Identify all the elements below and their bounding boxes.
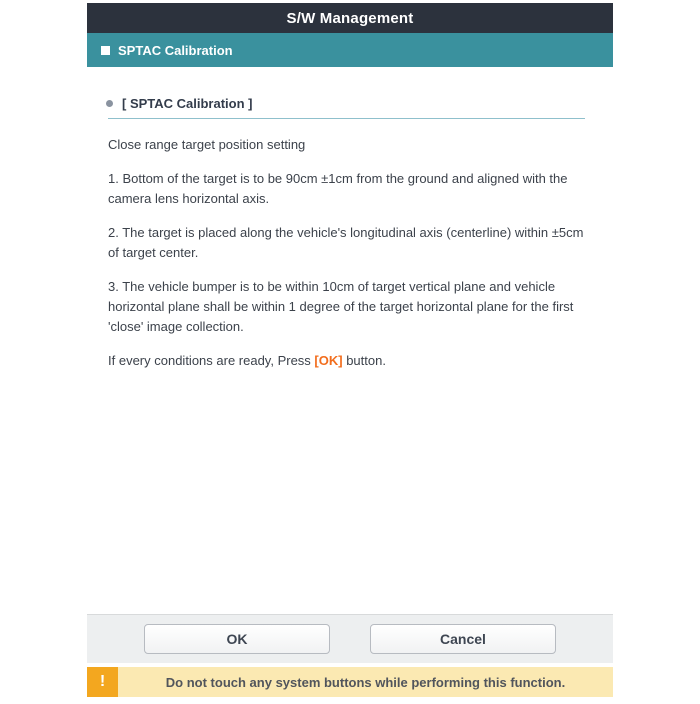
square-bullet-icon <box>101 46 110 55</box>
ok-button[interactable]: OK <box>144 624 330 654</box>
section-heading <box>108 96 593 111</box>
content-area <box>87 67 613 371</box>
cancel-button[interactable]: Cancel <box>370 624 556 654</box>
button-bar <box>87 614 613 663</box>
exclamation-icon: ! <box>87 667 118 697</box>
dot-bullet-icon <box>106 100 113 107</box>
step-2-text: 2. The target is placed along the vehicle's longitudinal axis (centerline) within ±5cm of target center. <box>108 225 584 260</box>
prompt-prefix: If every conditions are ready, Press <box>108 353 315 368</box>
subheader-label: SPTAC Calibration <box>118 42 233 58</box>
step-3-text: 3. The vehicle bumper is to be within 10cm of target vertical plane and vehicle horizontal plane shall be within 1 degree of the target horizontal plane for the first 'close' image collection. <box>108 279 574 334</box>
subheader <box>87 33 613 67</box>
prompt-text <box>108 351 592 371</box>
section-heading-label: [ SPTAC Calibration ] <box>122 96 253 111</box>
warning-text: Do not touch any system buttons while performing this function. <box>118 667 613 697</box>
section-divider <box>108 118 585 119</box>
warning-bar <box>87 667 613 697</box>
intro-text: Close range target position setting <box>108 137 306 152</box>
sw-management-window <box>87 3 613 701</box>
titlebar <box>87 3 613 33</box>
ok-highlight: [OK] <box>314 353 343 368</box>
prompt-suffix: button. <box>342 353 386 368</box>
step-1-text: 1. Bottom of the target is to be 90cm ±1cm from the ground and aligned with the camera lens horizontal axis. <box>108 171 568 206</box>
window-title: S/W Management <box>286 9 414 27</box>
